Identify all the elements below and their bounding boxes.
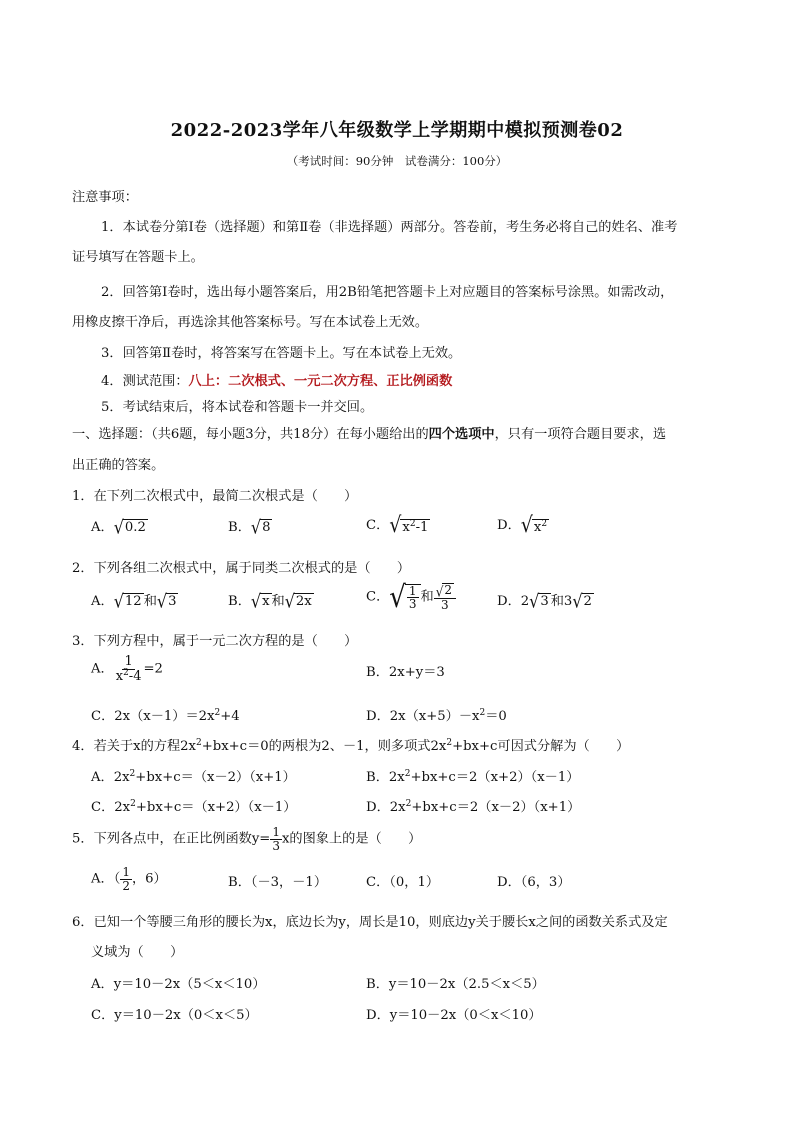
exponent: 2 [195, 738, 202, 748]
option-label: B． [228, 594, 251, 609]
option-text: 2x（x－1）＝2x [114, 709, 215, 724]
radical: √ 2 [435, 583, 452, 600]
q2-stem: 2．下列各组二次根式中，属于同类二次根式的是（ ） [72, 561, 411, 576]
option-label: D． [366, 800, 390, 815]
section-heading-part-c: ，只有一项符合题目要求，选 [494, 427, 667, 442]
section-heading-emphasis: 四个选项中 [428, 427, 495, 442]
option-text: （0，1） [389, 875, 440, 890]
option-label: D． [366, 1008, 390, 1023]
q6-stem-line-2: 义域为（ ） [91, 945, 184, 960]
exponent: 2 [123, 667, 129, 678]
radical: √ $\frac{1}{3}$ [389, 584, 420, 611]
option-label: D． [497, 518, 521, 533]
exponent: 2 [541, 518, 548, 529]
radicand: 2 [583, 594, 592, 610]
option-label: C． [366, 518, 390, 533]
q1-option-c [366, 512, 430, 538]
q3-option-b [366, 661, 445, 680]
option-text-tail: +bx+c＝（x+2）（x－1） [135, 800, 297, 815]
option-text-tail: +bx+c＝（x－2）（x+1） [135, 770, 296, 785]
fraction [120, 866, 132, 892]
radicand: 8 [262, 520, 271, 536]
radical: √ 12 [113, 590, 142, 612]
option-text: y＝10－2x（0＜x＜10） [389, 1008, 542, 1023]
exam-title: 2022-2023学年八年级数学上学期期中模拟预测卷02 [170, 120, 624, 141]
q5-option-d [497, 871, 571, 890]
q3-option-c [91, 705, 240, 724]
numerator: 1 [122, 865, 130, 879]
radical: √ $x^2$ [520, 512, 548, 538]
option-text: y＝10－2x（2.5＜x＜5） [388, 977, 545, 992]
denominator: 2 [122, 878, 130, 893]
denominator-base: x [115, 668, 124, 684]
radicand: 2x [295, 594, 312, 610]
radical: √ 2x [284, 590, 312, 612]
option-label: A． [91, 594, 114, 609]
option-text-tail: +bx+c＝2（x+2）（x－1） [410, 770, 580, 785]
option-text: （－3，－1） [250, 875, 328, 890]
section-1-heading [72, 423, 666, 442]
conjunction: 和 [420, 589, 434, 605]
denominator: 3 [272, 838, 280, 853]
option-label: A． [91, 770, 114, 785]
denominator: 3 [441, 597, 449, 612]
radicand: 2 [444, 583, 452, 597]
q3-option-a [91, 655, 163, 683]
option-label: D． [366, 709, 390, 724]
note-5: 5．考试结束后，将本试卷和答题卡一并交回。 [101, 400, 374, 415]
numerator: 1 [124, 654, 133, 669]
stem-part: +bx+c可因式分解为（ ） [452, 739, 630, 754]
option-label: D． [497, 875, 521, 890]
radical: √ x [250, 590, 270, 612]
option-text: y＝10－2x（5＜x＜10） [113, 977, 266, 992]
q2-option-a [91, 590, 178, 610]
numerator: 1 [408, 583, 417, 598]
option-label: D． [497, 594, 521, 609]
radicand: 12 [124, 594, 142, 610]
q6-option-a [91, 973, 266, 992]
option-label: B． [366, 770, 389, 785]
q5-option-b [228, 871, 327, 890]
option-text: 2x+y＝3 [388, 665, 445, 680]
q1-stem: 1．在下列二次根式中，最简二次根式是（ ） [72, 489, 358, 504]
paren-open: （ [113, 871, 121, 887]
q4-stem [72, 735, 629, 754]
fraction [114, 655, 144, 683]
q5-option-c [366, 871, 439, 890]
q4-option-a [91, 766, 296, 785]
fraction [434, 583, 456, 611]
fraction [270, 826, 282, 852]
q2-option-c [366, 580, 456, 616]
radicand: 3 [168, 594, 177, 610]
notes-heading: 注意事项： [72, 190, 138, 205]
q6-stem-line-1: 6．已知一个等腰三角形的腰长为x，底边长为y，周长是10，则底边y关于腰长x之间的函数关系式及定 [72, 915, 668, 930]
exponent: 2 [404, 769, 411, 779]
exponent: 2 [446, 738, 453, 748]
note-3: 3．回答第Ⅱ卷时，将答案写在答题卡上。写在本试卷上无效。 [101, 346, 462, 361]
stem-part: 4．若关于x的方程2x [72, 739, 196, 754]
q5-option-a [91, 866, 167, 892]
note-1-line-2: 证号填写在答题卡上。 [72, 250, 204, 265]
stem-part: +bx+c＝0的两根为2、－1，则多项式2x [201, 739, 447, 754]
radical: √ $x^2-1$ [389, 512, 429, 538]
option-text: 2x [388, 770, 405, 785]
option-label: C． [366, 875, 390, 890]
option-text: 2x [113, 770, 130, 785]
conjunction: 和3 [550, 594, 573, 609]
option-text-tail: ，6） [131, 871, 167, 887]
option-label: B． [366, 977, 389, 992]
q4-option-d [366, 796, 580, 815]
option-text: 2x（x+5）－x [389, 709, 480, 724]
radicand-tail: -1 [415, 519, 429, 535]
q3-stem: 3．下列方程中，属于一元二次方程的是（ ） [72, 634, 358, 649]
radical: √ 8 [250, 516, 271, 538]
radicand-base: x [402, 519, 410, 535]
option-label: B． [228, 520, 251, 535]
exam-subtitle: （考试时间：90分钟 试卷满分：100分） [286, 154, 508, 168]
q1-option-b [228, 516, 272, 536]
exponent: 2 [479, 708, 486, 718]
section-heading-part-a: 一、选择题：（共6题，每小题3分，共18分）在每小题给出的 [72, 427, 429, 442]
q2-option-b [228, 590, 314, 610]
note-1-line-1: 1．本试卷分第Ⅰ卷（选择题）和第Ⅱ卷（非选择题）两部分。答卷前，考生务必将自己的姓名、准考 [101, 220, 678, 235]
q4-option-b [366, 766, 579, 785]
option-text-tail: ＝0 [485, 709, 507, 724]
note-2-line-1: 2．回答第Ⅰ卷时，选出每小题答案后，用2B铅笔把答题卡上对应题目的答案标号涂黑。如需改动， [101, 285, 674, 300]
function-variable: x [281, 831, 290, 847]
option-label: C． [91, 800, 115, 815]
stem-part: 5．下列各点中，在正比例函数 [72, 831, 252, 847]
exponent: 2 [214, 708, 221, 718]
note-4-scope: 八上：二次根式、一元二次方程、正比例函数 [188, 374, 453, 389]
option-text-tail: +bx+c＝2（x－2）（x+1） [411, 800, 581, 815]
radicand: 3 [540, 594, 549, 610]
note-2-line-2: 用橡皮擦干净后，再选涂其他答案标号。写在本试卷上无效。 [72, 315, 429, 330]
q3-option-d [366, 705, 507, 724]
option-label: C． [91, 1008, 115, 1023]
option-text-tail: +4 [220, 709, 240, 724]
function-lhs: y= [251, 831, 271, 847]
q6-option-d [366, 1004, 542, 1023]
radicand-base: x [533, 519, 542, 535]
radical: √ 2 [572, 590, 592, 612]
option-text: 2x [114, 800, 131, 815]
radicand: x [262, 594, 270, 610]
exponent: 2 [405, 799, 412, 809]
denominator: 3 [408, 597, 417, 612]
radical: √ 3 [529, 590, 549, 612]
q2-option-d [497, 590, 594, 610]
stem-part: 的图象上的是（ ） [289, 831, 422, 847]
denominator-tail: -4 [128, 668, 142, 684]
coefficient: 2 [520, 594, 530, 609]
numerator: 1 [272, 825, 280, 839]
exponent: 2 [130, 799, 136, 809]
option-label: C． [366, 589, 390, 605]
q5-stem [72, 826, 421, 852]
conjunction: 和 [143, 594, 157, 609]
q1-option-a [91, 516, 148, 536]
option-label: B． [366, 665, 389, 680]
exponent: 2 [409, 518, 416, 529]
option-label: A． [91, 977, 114, 992]
q1-option-d [497, 512, 549, 538]
equation-tail: =2 [143, 661, 163, 677]
option-text: （6，3） [520, 875, 571, 890]
radical: √ 0.2 [113, 516, 146, 538]
option-text: 2x [389, 800, 406, 815]
q6-option-c [91, 1004, 258, 1023]
option-label: C． [91, 709, 115, 724]
option-label: A． [91, 520, 114, 535]
radical: √ 3 [156, 590, 177, 612]
exponent: 2 [129, 769, 136, 779]
q6-option-b [366, 973, 545, 992]
note-4-prefix: 4．测试范围： [101, 374, 189, 389]
option-label: A． [91, 871, 114, 887]
section-1-heading-line-2: 出正确的答案。 [72, 458, 165, 473]
conjunction: 和 [271, 594, 285, 609]
radicand: 0.2 [124, 520, 146, 536]
q4-option-c [91, 796, 296, 815]
option-label: B． [228, 875, 251, 890]
note-4 [101, 370, 452, 389]
option-label: A． [91, 661, 114, 677]
fraction [407, 585, 419, 611]
option-text: y＝10－2x（0＜x＜5） [114, 1008, 258, 1023]
